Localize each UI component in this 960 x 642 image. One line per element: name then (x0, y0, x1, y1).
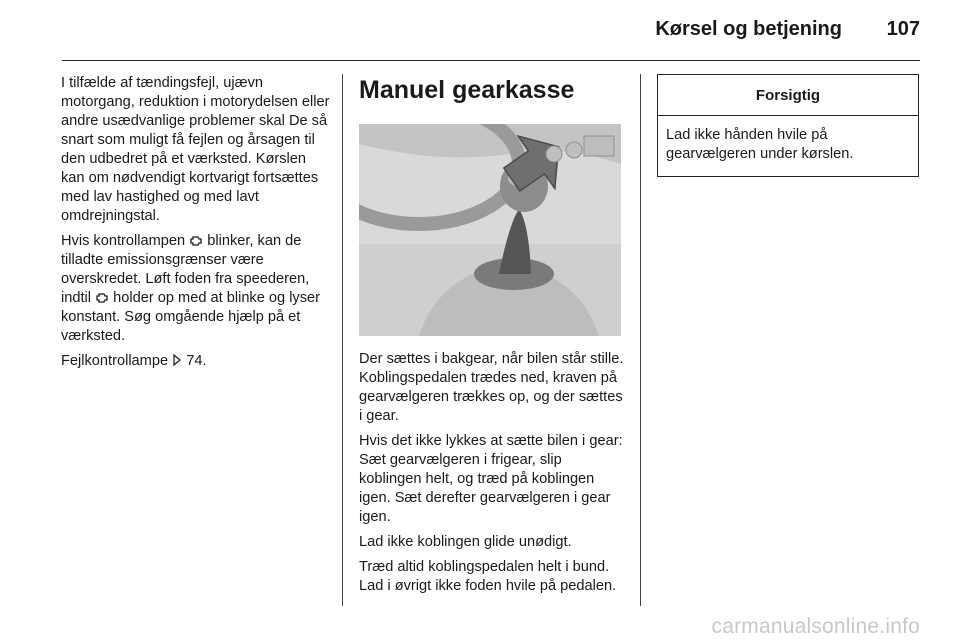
middle-column (359, 74, 624, 602)
paragraph-misfire: I tilfælde af tændingsfejl, ujævn motorgang, reduktion i motorydelsen eller andre usædvanlige problemer skal De så snart som muligt få fejlen og årsagen til den udbedret på et værksted. Kørslen kan om nødvendigt kortvarigt fortsættes med lav hastighed og med lavt omdrejningstal. (61, 75, 330, 224)
control-lamp-text-a: Hvis kontrollampen (61, 233, 186, 249)
engine-warning-lamp-icon (95, 290, 109, 304)
reference-page-link[interactable]: 74. (186, 353, 207, 369)
caution-text: Lad ikke hånden hvile på gearvælgeren under kørslen. (666, 127, 854, 162)
page-reference-arrow-icon (172, 354, 182, 366)
paragraph-reference (61, 352, 331, 371)
section-title: Manuel gearkasse (359, 76, 575, 104)
watermark: carmanualsonline.info (711, 615, 920, 638)
engine-warning-lamp-icon (189, 233, 203, 247)
section-header-title: Kørsel og betjening (655, 18, 842, 40)
page-number: 107 (886, 18, 920, 40)
left-column (61, 74, 331, 377)
caution-title: Forsigtig (658, 75, 918, 116)
gear-shift-photo (359, 124, 621, 336)
control-lamp-text-c: holder op med at blinke og lyser konstant. Søg omgående hjælp på et værksted. (61, 290, 321, 344)
paragraph-reverse-gear: Der sættes i bakgear, når bilen står stille. Koblingspedalen trædes ned, kraven på gearvælgeren trækkes op, og der sættes i gear. (359, 351, 624, 424)
paragraph-clutch-pedal: Træd altid koblingspedalen helt i bund. Lad i øvrigt ikke foden hvile på pedalen. (359, 559, 617, 594)
column-divider-1 (342, 74, 343, 606)
control-lamp-text-b: blinker, kan de tilladte emissionsgrænser være overskredet. Løft foden fra speederen, indtil (61, 233, 310, 306)
paragraph-gear-fail: Hvis det ikke lykkes at sætte bilen i gear: Sæt gearvælgeren i frigear, slip koblingen helt, og træd på koblingen igen. Sæt derefter gearvælgeren i gear igen. (359, 433, 623, 525)
page-header (0, 0, 960, 62)
header-divider (62, 60, 920, 61)
paragraph-control-lamp (61, 232, 331, 346)
reference-label: Fejlkontrollampe (61, 353, 169, 369)
right-column (657, 74, 919, 177)
column-divider-2 (640, 74, 641, 606)
caution-box (657, 74, 919, 177)
paragraph-clutch-slip: Lad ikke koblingen glide unødigt. (359, 534, 572, 550)
